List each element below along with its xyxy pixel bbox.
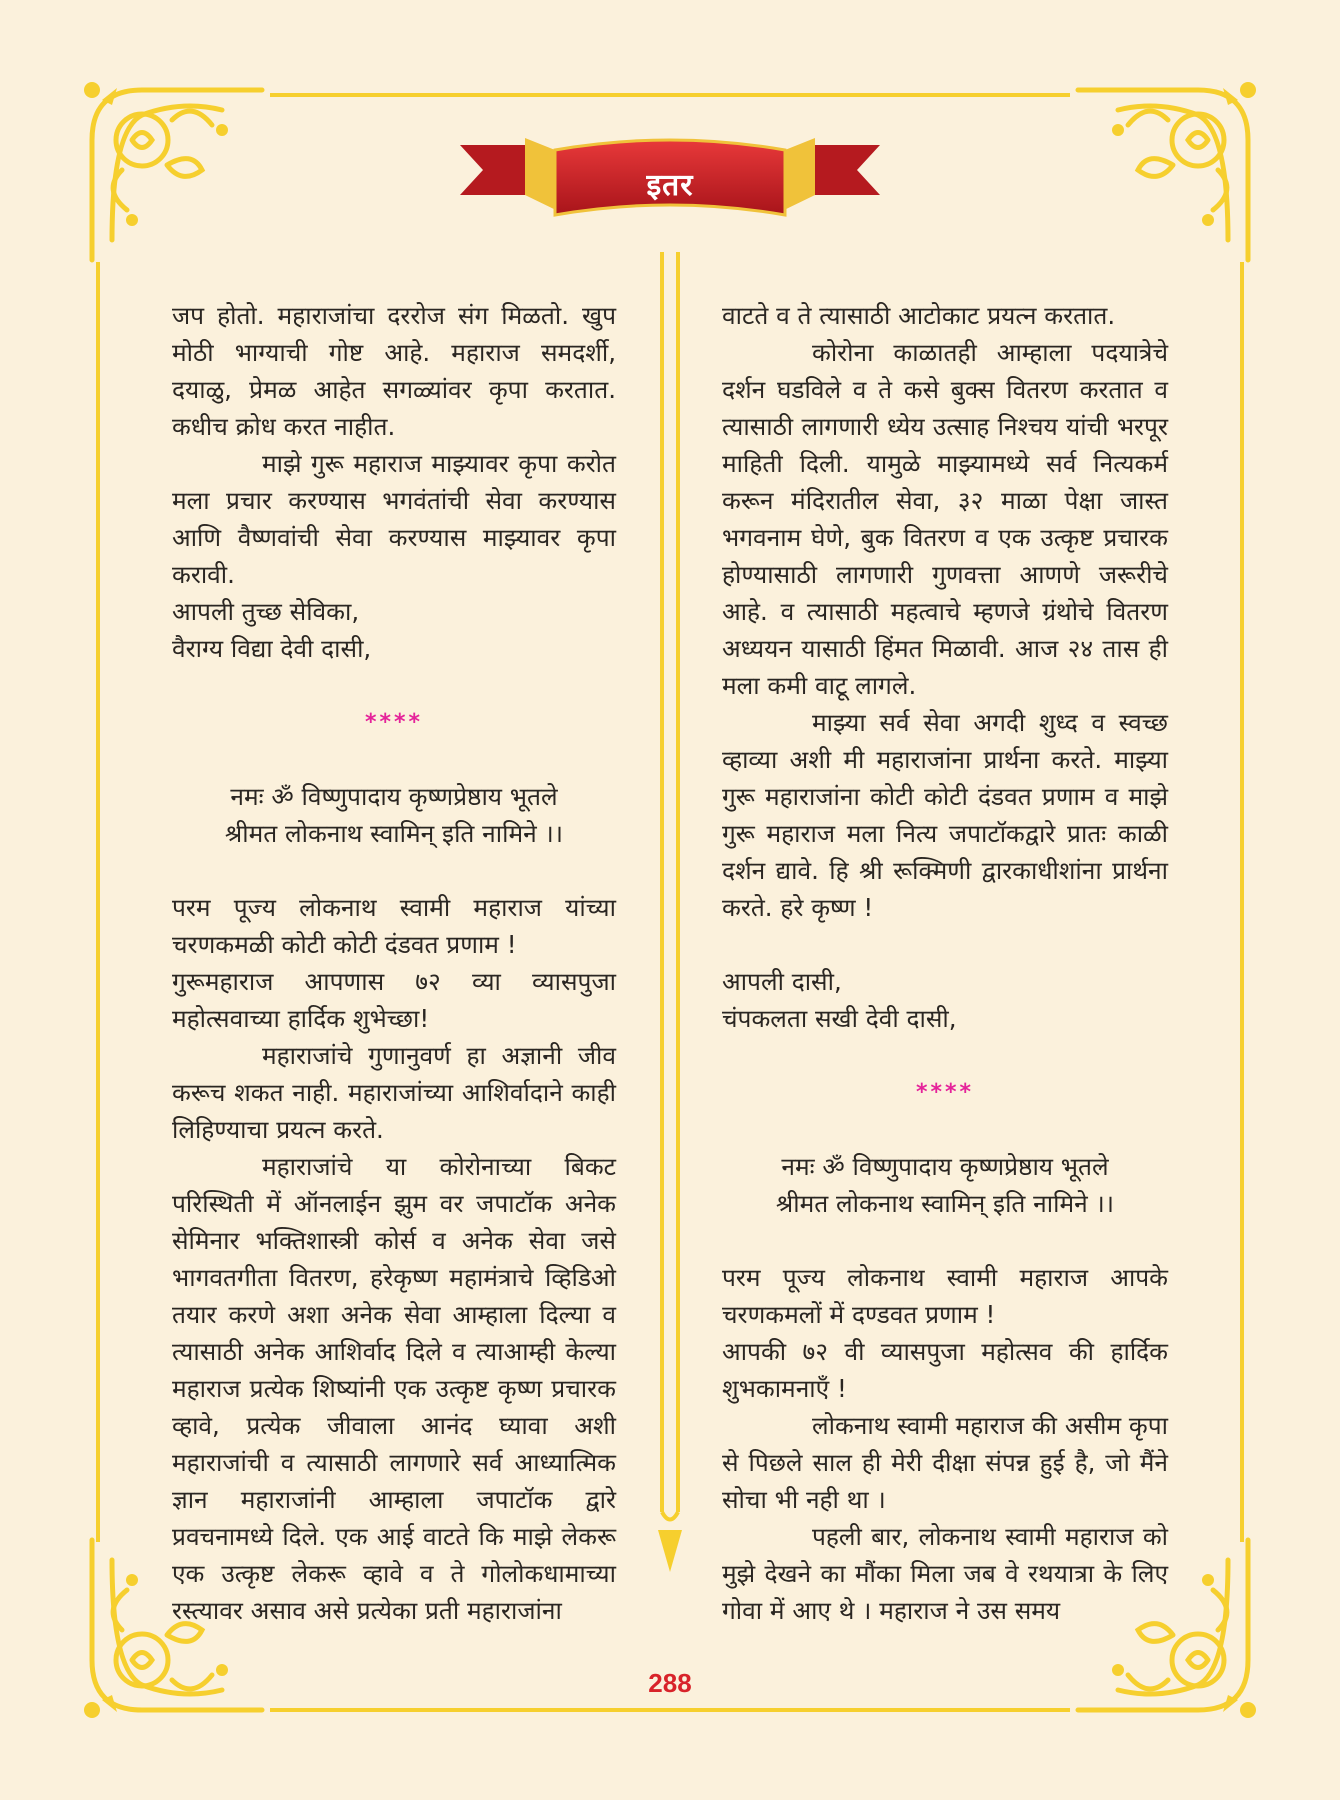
mantra-line: नमः ॐ विष्णुपादाय कृष्णप्रेष्ठाय भूतले bbox=[230, 782, 558, 811]
signature-name: चंपकलता सखी देवी दासी, bbox=[722, 1004, 957, 1033]
frame-top-line bbox=[270, 93, 1070, 97]
paragraph: परम पूज्य लोकनाथ स्वामी महाराज यांच्या चरणकमळी कोटी कोटी दंडवत प्रणाम ! bbox=[172, 893, 616, 959]
paragraph: परम पूज्य लोकनाथ स्वामी महाराज आपके चरणकमलों में दण्डवत प्रणाम ! bbox=[722, 1263, 1168, 1329]
paragraph: जप होतो. महाराजांचा दररोज संग मिळतो. खुप मोठी भाग्याची गोष्ट आहे. महाराज समदर्शी, दयाळु, प्रेमळ आहेत सगळ्यांवर कृपा करतात. कधीच क्रोध करत नाहीत. bbox=[172, 301, 616, 441]
paragraph: महाराजांचे या कोरोनाच्या बिकट परिस्थिती में ऑनलाईन झुम वर जपाटॉक अनेक सेमिनार भक्तिशास्त्री कोर्स व अनेक सेवा जसे भागवतगीता वितरण, हरेकृष्ण महामंत्राचे व्हिडिओ तयार करणे अशा अनेक सेवा आम्हाला दिल्या व त्यासाठी अनेक आशिर्वाद दिले व त्याआम्ही केल्या महाराज प्रत्येक शिष्यांनी एक उत्कृष्ट कृष्ण प्रचारक व्हावे, प्रत्येक जीवाला आनंद घ्यावा अशी महाराजांची व त्यासाठी लागणारे सर्व आध्यात्मिक ज्ञान महाराजांनी आम्हाला जपाटॉक द्वारे प्रवचनामध्ये दिले. एक आई वाटते कि माझे लेकरू एक उत्कृष्ट लेकरू व्हावे व ते गोलोकधामाच्या रस्त्यावर असाव असे प्रत्येका प्रती महाराजांना bbox=[172, 1152, 616, 1625]
paragraph: महाराजांचे गुणानुवर्ण हा अज्ञानी जीव करूच शकत नाही. महाराजांच्या आशिर्वादाने काही लिहिण्याचा प्रयत्न करते. bbox=[172, 1041, 616, 1144]
paragraph: गुरूमहाराज आपणास ७२ व्या व्यासपुजा महोत्सवाच्या हार्दिक शुभेच्छा! bbox=[172, 967, 616, 1033]
corner-ornament-top-left bbox=[72, 70, 272, 270]
section-separator-stars: **** bbox=[915, 1080, 975, 1105]
right-column bbox=[722, 297, 1168, 1629]
signature-name: वैराग्य विद्या देवी दासी, bbox=[172, 634, 372, 663]
paragraph: आपकी ७२ वी व्यासपुजा महोत्सव की हार्दिक शुभकामनाएँ ! bbox=[722, 1337, 1168, 1403]
frame-bottom-line bbox=[270, 1708, 1070, 1712]
mantra-line: श्रीमत लोकनाथ स्वामिन् इति नामिने ।। bbox=[224, 819, 564, 848]
paragraph: माझे गुरू महाराज माझ्यावर कृपा करोत मला प्रचार करण्यास भगवंतांची सेवा करण्यास आणि वैष्णवांची सेवा करण्यास माझ्यावर कृपा करावी. bbox=[172, 449, 616, 589]
frame-left-line bbox=[96, 262, 100, 1542]
paragraph: कोरोना काळातही आम्हाला पदयात्रेचे दर्शन घडविले व ते कसे बुक्स वितरण करतात व त्यासाठी लागणारी ध्येय उत्साह निश्चय यांची भरपूर माहिती दिली. यामुळे माझ्यामध्ये सर्व नित्यकर्म करून मंदिरातील सेवा, ३२ माळा पेक्षा जास्त भगवनाम घेणे, बुक वितरण व एक उत्कृष्ट प्रचारक होण्यासाठी लागणारी गुणवत्ता आणणे जरूरीचे आहे. व त्यासाठी महत्वाचे म्हणजे ग्रंथोचे वितरण अध्ययन यासाठी हिंमत मिळावी. आज २४ तास ही मला कमी वाटू लागले. bbox=[722, 338, 1168, 700]
paragraph: वाटते व ते त्यासाठी आटोकाट प्रयत्न करतात. bbox=[722, 301, 1116, 330]
corner-ornament-top-right bbox=[1068, 70, 1268, 270]
column-divider bbox=[650, 252, 690, 1572]
signature-line: आपली तुच्छ सेविका, bbox=[172, 597, 360, 626]
mantra-line: श्रीमत लोकनाथ स्वामिन् इति नामिने ।। bbox=[775, 1189, 1115, 1218]
paragraph: माझ्या सर्व सेवा अगदी शुध्द व स्वच्छ व्हाव्या अशी मी महाराजांना प्रार्थना करते. माझ्या गुरू महाराजांना कोटी कोटी दंडवत प्रणाम व माझे गुरू महाराज मला नित्य जपाटॉकद्वारे प्रातः काळी दर्शन द्यावे. हि श्री रूक्मिणी द्वारकाधीशांना प्रार्थना करते. हरे कृष्ण ! bbox=[722, 708, 1168, 922]
signature-line: आपली दासी, bbox=[722, 967, 842, 996]
section-title: इतर bbox=[646, 168, 694, 203]
section-separator-stars: **** bbox=[364, 710, 424, 735]
paragraph: लोकनाथ स्वामी महाराज की असीम कृपा से पिछले साल ही मेरी दीक्षा संपन्न हुई है, जो मैंने सोचा भी नही था । bbox=[722, 1411, 1168, 1514]
page-number: 288 bbox=[648, 1668, 692, 1698]
frame-right-line bbox=[1240, 262, 1244, 1542]
left-column bbox=[172, 297, 616, 1629]
mantra-line: नमः ॐ विष्णुपादाय कृष्णप्रेष्ठाय भूतले bbox=[781, 1152, 1109, 1181]
paragraph: पहली बार, लोकनाथ स्वामी महाराज को मुझे देखने का मौंका मिला जब वे रथयात्रा के लिए गोवा में आए थे । महाराज ने उस समय bbox=[722, 1522, 1168, 1625]
